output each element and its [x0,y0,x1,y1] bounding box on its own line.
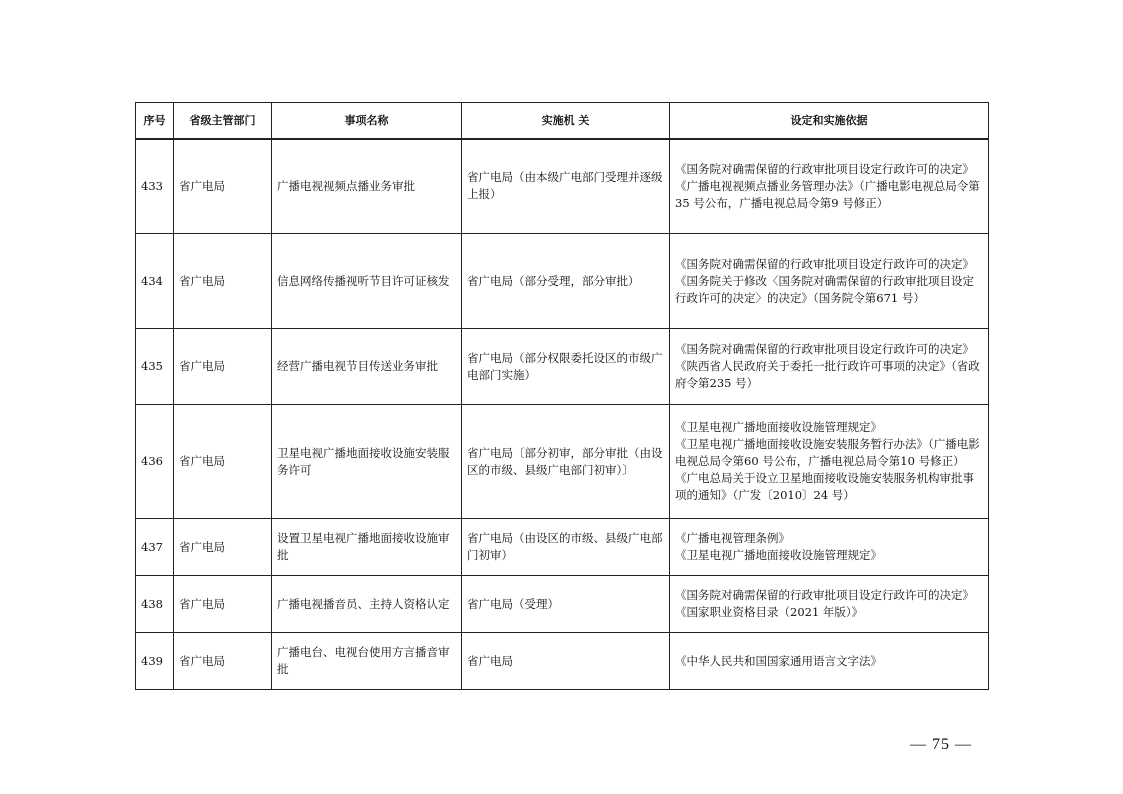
table-header-row [136,103,989,139]
header-no: 序号 [136,103,174,139]
row-agency: 省广电局（部分权限委托设区的市级广电部门实施） [462,329,670,405]
row-agency: 省广电局（部分受理，部分审批） [462,234,670,329]
row-department: 省广电局 [174,234,272,329]
table-row [136,234,989,329]
row-number: 434 [136,234,174,329]
row-item-name: 设置卫星电视广播地面接收设施审批 [272,519,462,576]
table-row [136,633,989,690]
table-row [136,139,989,234]
header-basis: 设定和实施依据 [670,103,989,139]
row-department: 省广电局 [174,576,272,633]
basis-line: 《国务院对确需保留的行政审批项目设定行政许可的决定》 [675,256,974,271]
basis-line: 《国务院关于修改〈国务院对确需保留的行政审批项目设定行政许可的决定〉的决定》（国务院令第671 号） [675,273,974,305]
basis-line: 《卫星电视广播地面接收设施管理规定》 [675,548,882,562]
row-basis [670,139,989,234]
row-agency: 省广电局 [462,633,670,690]
row-basis [670,519,989,576]
basis-line: 《广电总局关于设立卫星地面接收设施安装服务机构审批事项的通知》（广发〔2010〕24 号） [675,471,974,502]
table-row [136,329,989,405]
row-item-name: 经营广播电视节目传送业务审批 [272,329,462,405]
row-number: 437 [136,519,174,576]
row-item-name: 广播电视播音员、主持人资格认定 [272,576,462,633]
row-agency: 省广电局（受理） [462,576,670,633]
basis-line: 《国务院对确需保留的行政审批项目设定行政许可的决定》 [675,161,974,176]
row-item-name: 广播电台、电视台使用方言播音审批 [272,633,462,690]
basis-line: 《卫星电视广播地面接收设施管理规定》 [675,420,882,434]
basis-line: 《国务院对确需保留的行政审批项目设定行政许可的决定》 [675,342,974,356]
basis-line: 《国家职业资格目录（2021 年版）》 [675,605,864,619]
table-row [136,405,989,519]
row-basis [670,329,989,405]
row-item-name: 广播电视视频点播业务审批 [272,139,462,234]
row-department: 省广电局 [174,633,272,690]
row-basis [670,633,989,690]
row-basis [670,576,989,633]
header-agency: 实施机 关 [462,103,670,139]
row-item-name: 信息网络传播视听节目许可证核发 [272,234,462,329]
row-department: 省广电局 [174,405,272,519]
row-department: 省广电局 [174,329,272,405]
header-dept: 省级主管部门 [174,103,272,139]
basis-line: 《广播电视视频点播业务管理办法》（广播电影电视总局令第35 号公布，广播电视总局令第9 号修正） [675,178,980,210]
approval-items-table [135,102,989,690]
row-basis [670,234,989,329]
table-row [136,519,989,576]
row-number: 435 [136,329,174,405]
page-number: — 75 — [910,736,972,753]
row-agency: 省广电局〔部分初审，部分审批（由设区的市级、县级广电部门初审）〕 [462,405,670,519]
row-agency: 省广电局（由本级广电部门受理并逐级上报） [462,139,670,234]
basis-line: 《卫星电视广播地面接收设施安装服务暂行办法》（广播电影电视总局令第60 号公布，广播电视总局令第10 号修正） [675,437,980,468]
row-agency: 省广电局（由设区的市级、县级广电部门初审） [462,519,670,576]
basis-line: 《中华人民共和国国家通用语言文字法》 [675,653,882,668]
row-basis [670,405,989,519]
row-number: 433 [136,139,174,234]
row-number: 436 [136,405,174,519]
table-row [136,576,989,633]
basis-line: 《陕西省人民政府关于委托一批行政许可事项的决定》（省政府令第235 号） [675,359,980,390]
row-department: 省广电局 [174,139,272,234]
row-number: 439 [136,633,174,690]
basis-line: 《国务院对确需保留的行政审批项目设定行政许可的决定》 [675,588,974,602]
header-item: 事项名称 [272,103,462,139]
row-item-name: 卫星电视广播地面接收设施安装服务许可 [272,405,462,519]
table-body [136,139,989,690]
basis-line: 《广播电视管理条例》 [675,531,790,545]
row-number: 438 [136,576,174,633]
row-department: 省广电局 [174,519,272,576]
